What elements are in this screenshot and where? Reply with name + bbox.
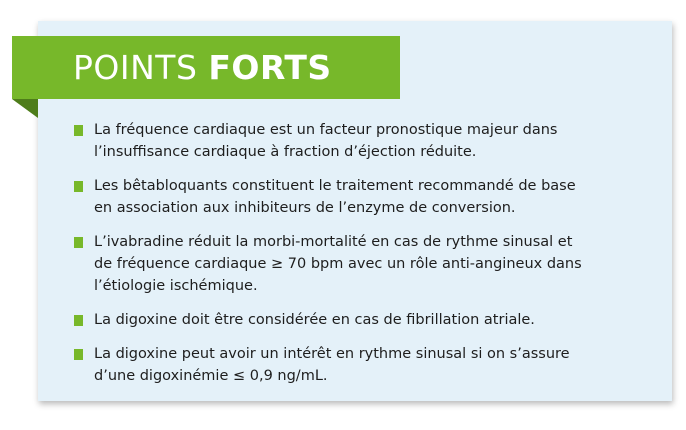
- item-text-line: d’une digoxinémie ≤ 0,9 ng/mL.: [94, 368, 328, 384]
- list-item: [74, 231, 654, 297]
- item-text-line: L’ivabradine réduit la morbi-mortalité en cas de rythme sinusal et: [94, 234, 573, 250]
- item-text-line: La digoxine peut avoir un intérêt en rythme sinusal si on s’assure: [94, 346, 570, 362]
- item-text-line: Les bêtabloquants constituent le traitement recommandé de base: [94, 178, 576, 194]
- banner-fold: [12, 99, 38, 118]
- square-bullet-icon: [74, 315, 83, 326]
- item-text-line: de fréquence cardiaque ≥ 70 bpm avec un rôle anti-angineux dans: [94, 256, 582, 272]
- item-text-line: en association aux inhibiteurs de l’enzyme de conversion.: [94, 200, 516, 216]
- square-bullet-icon: [74, 349, 83, 360]
- list-item: [74, 119, 654, 163]
- item-text-line: La fréquence cardiaque est un facteur pronostique majeur dans: [94, 122, 558, 138]
- item-text-line: l’insuffisance cardiaque à fraction d’éjection réduite.: [94, 144, 477, 160]
- list-item: [74, 309, 654, 331]
- title-bold: FORTS: [208, 48, 332, 87]
- list-item: [74, 175, 654, 219]
- square-bullet-icon: [74, 125, 83, 136]
- square-bullet-icon: [74, 181, 83, 192]
- square-bullet-icon: [74, 237, 83, 248]
- key-points-title: [12, 36, 400, 99]
- list-item: [74, 343, 654, 387]
- item-text-line: La digoxine doit être considérée en cas de fibrillation atriale.: [94, 312, 535, 328]
- key-points-list: [74, 119, 654, 399]
- item-text-line: l’étiologie ischémique.: [94, 278, 258, 294]
- title-light: POINTS: [73, 48, 209, 87]
